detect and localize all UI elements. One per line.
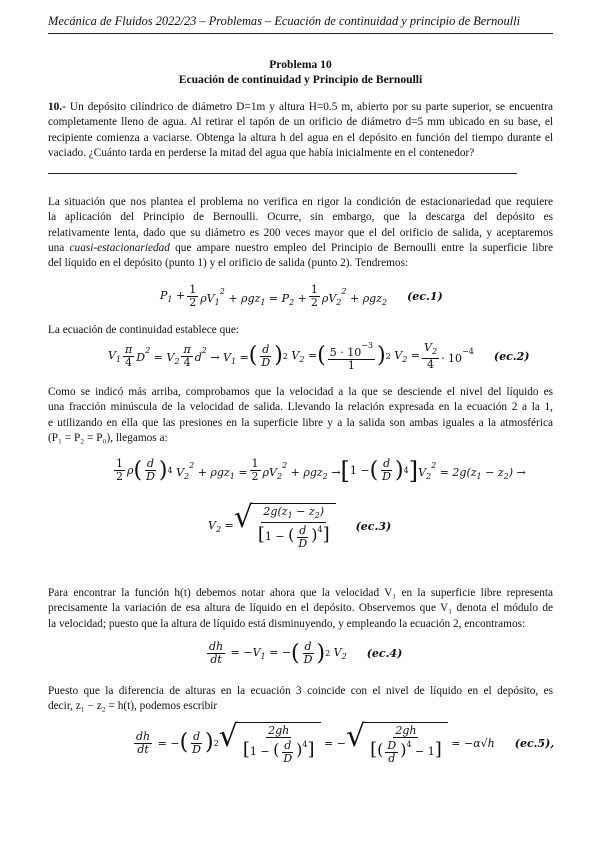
p3-line-4: (P₁ = P₂ = P₀), llegamos a: (48, 431, 168, 444)
statement-line-2: completamente lleno de agua. Al retirar el tapón de un orificio de diámetro d=5 mm ubicado en su base, el (48, 116, 553, 129)
problem-subtitle: Ecuación de continuidad y Principio de Bernoulli (178, 73, 423, 86)
equation-4: $\frac{dh}{dt}$ = $-V_1$ = − ( $\frac{d}{D}$ ) 2 $V_2$ (ec.4) (209, 640, 403, 666)
p1-line-5: del líquido en el depósito (punto 1) y el orificio de salida (punto 2). Tendremos: (48, 257, 409, 270)
p5-line-1: Puesto que la diferencia de alturas en la ecuación 3 coincide con el nivel de líquido en el depósito, es (48, 685, 553, 697)
p4-line-3: la velocidad; puesto que la altura de líquido está disminuyendo, y empleando la ecuación 2, encontramos: (48, 617, 526, 630)
equation-2: $V_1$ $\frac{\pi}{4}$ $D^2 = V_2$ $\frac{\pi}{4}$ $d^2 \to V_1$ = ( $\frac{d}{D}$ ) 2 $V_2$ = ( $\frac{5 \cdot 10^{-3}}{1}$ ) 2 $V_2$ = $\frac{V_2}{4}$ · $10^{-4}$ (ec.2) (108, 340, 530, 372)
equation-4-tag: (ec.4) (366, 647, 403, 660)
solution-paragraph-1 (48, 195, 553, 271)
statement-line-3: recipiente comienza a vaciarse. Obtenga la altura h del agua en el depósito en función del tiempo durante el (48, 131, 553, 144)
solution-paragraph-5 (48, 684, 553, 715)
equation-5: $\frac{dh}{dt}$ = − ( $\frac{d}{D}$ ) 2 √ 2gh [1 − ( $\frac{d}{D}$ )$^4$] = − √ 2gh [( $\frac{D}{d}$ )$^4$ − 1] = −α√h (ec.5), (136, 719, 555, 765)
p4-line-1: Para encontrar la función h(t) debemos notar ahora que la velocidad V₁ en la superficie libre representa (48, 587, 553, 599)
equation-2-tag: (ec.2) (493, 349, 530, 363)
solution-paragraph-3 (48, 385, 553, 446)
equation-combined: $\frac{1}{2}$ ρ ( $\frac{d}{D}$ ) 4 $V_2^2 + \rho gz_1$ = $\frac{1}{2}$ $\rho V_2^2 + \rho gz_2$ → [ 1 − ( $\frac{d}{D}$ ) 4 ] $V_2^2 = 2g(z_1 - z_2)$ → (116, 456, 526, 485)
separator-rule (48, 173, 517, 174)
problem-label: 10.- (48, 101, 66, 113)
equation-1-tag: (ec.1) (407, 290, 443, 303)
p1-line-4: una cuasi-estacionariedad que ampare nuestro empleo del Principio de Bernoulli entre la superficie libre (48, 241, 553, 254)
solution-paragraph-4 (48, 586, 553, 632)
problem-number-title: Problema 10 (269, 58, 332, 71)
p1-line-3: relativamente lenta, dado que su diámetro es 200 veces mayor que el del orificio de salida, y aceptaremos (48, 226, 553, 239)
quasi-stationarity-term: cuasi-estacionariedad (69, 241, 170, 254)
equation-3-tag: (ec.3) (355, 519, 392, 533)
problem-title-block (48, 57, 553, 87)
problem-statement (48, 100, 553, 161)
equation-1: $P_1$ + $\frac{1}{2}$ $\rho V_1^2 + \rho gz_1 = P_2$ + $\frac{1}{2}$ $\rho V_2^2 + \rho gz_2$ (ec.1) (160, 283, 443, 309)
p2-line-1: La ecuación de continuidad establece que: (48, 324, 240, 336)
equation-5-tag: (ec.5), (514, 736, 555, 750)
p1-line-1: La situación que nos plantea el problema no verifica en rigor la condición de estacionariedad que requiere (48, 196, 553, 208)
p1-line-2: la aplicación del Principio de Bernoulli. Ocurre, sin embargo, que la descarga del depósito es (48, 211, 553, 224)
p3-line-2: una fracción minúscula de la velocidad de salida. Llevando la relación expresada en la ecuación 2 a la 1, (48, 401, 553, 414)
p4-line-2: precisamente la variación de esa altura de líquido en el depósito. Observemos que V₁ denota el módulo de (48, 602, 553, 615)
statement-line-1: 10.- Un depósito cilíndrico de diámetro D=1m y altura H=0.5 m, abierto por su parte superior, se encuentra (48, 101, 553, 113)
running-header: Mecánica de Fluidos 2022/23 – Problemas – Ecuación de continuidad y principio de Bernoulli (48, 14, 521, 28)
statement-line-4: vaciado. ¿Cuánto tarda en perderse la mitad del agua que había inicialmente en el contenedor? (48, 146, 475, 159)
p3-line-3: e utilizando en ella que las presiones en la superficie libre y a la salida son ambas iguales a la atmosférica (48, 416, 553, 429)
p3-line-1: Como se indicó más arriba, comprobamos que la velocidad a la que se desciende el nivel del líquido es (48, 386, 553, 398)
p5-line-2: decir, z₁ − z₂ = h(t), podemos escribir (48, 700, 218, 713)
solution-paragraph-2 (48, 323, 553, 338)
header-rule (48, 33, 553, 34)
equation-3: $V_2$ = √ $2g(z_1 - z_2)$ [1 − ( $\frac{d}{D}$ )$^4$] (ec.3) (208, 500, 392, 550)
